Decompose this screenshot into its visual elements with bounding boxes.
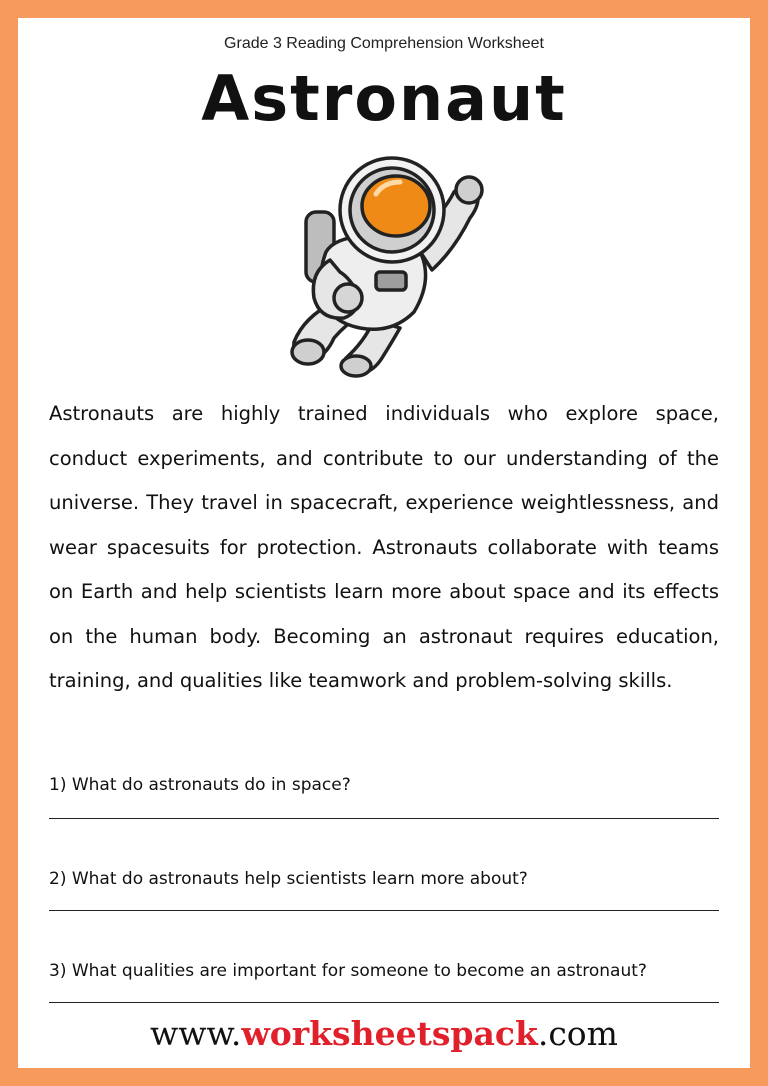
question-3: 3) What qualities are important for someone to become an astronaut?	[49, 961, 647, 981]
worksheet-title: Astronaut	[201, 62, 567, 135]
question-2: 2) What do astronauts help scientists learn more about?	[49, 869, 528, 889]
answer-line-2[interactable]	[49, 910, 719, 911]
worksheet-page	[18, 18, 750, 1068]
worksheet-subtitle: Grade 3 Reading Comprehension Worksheet	[224, 35, 544, 52]
reading-passage: Astronauts are highly trained individuals who explore space, conduct experiments, and contribute to our understanding of the universe. They travel in spacecraft, experience weightlessness, and wear spacesuits for protection. Astronauts collaborate with teams on Earth and help scientists learn more about space and its effects on the human body. Becoming an astronaut requires education, training, and qualities like teamwork and problem-solving skills.	[49, 402, 719, 692]
footer-website[interactable]	[18, 1014, 750, 1053]
answer-line-3[interactable]	[49, 1002, 719, 1003]
answer-line-1[interactable]	[49, 818, 719, 819]
footer-brand: worksheetspack	[241, 1014, 538, 1053]
footer-prefix: www.	[150, 1014, 242, 1053]
astronaut-illustration-icon	[264, 152, 484, 378]
footer-suffix: .com	[537, 1014, 618, 1053]
question-1: 1) What do astronauts do in space?	[49, 775, 351, 795]
